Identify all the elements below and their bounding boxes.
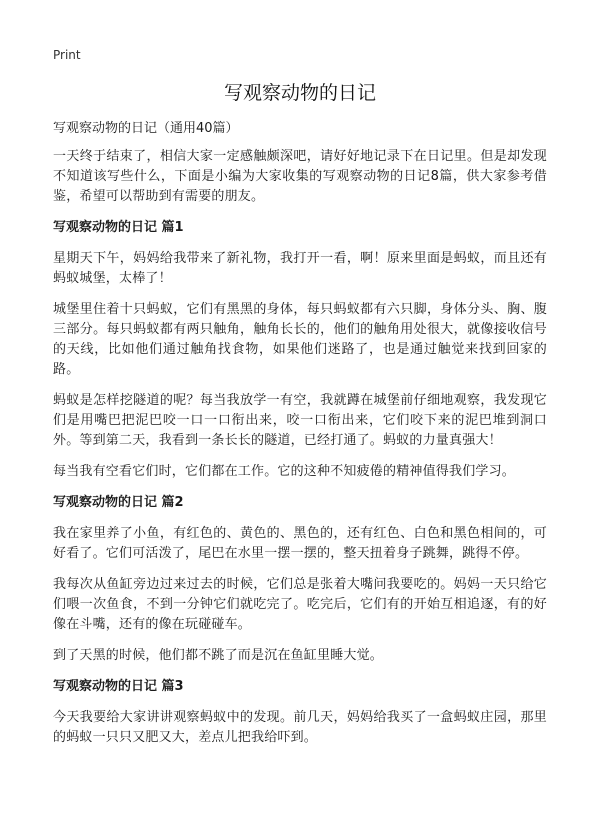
paragraph: 我在家里养了小鱼，有红色的、黄色的、黑色的，还有红色、白色和黑色相间的，可好看了。它们可活泼了，尾巴在水里一摆一摆的，整天扭着身子跳舞，跳得不停。 (53, 526, 547, 561)
paragraph: 我每次从鱼缸旁边过来过去的时候，它们总是张着大嘴问我要吃的。妈妈一天只给它们喂一次鱼食，不到一分钟它们就吃完了。吃完后，它们有的开始互相追逐，有的好像在斗嘴，还有的像在玩碰碰车。 (53, 577, 547, 632)
page-title: 写观察动物的日记 (223, 82, 376, 104)
paragraph: 每当我有空看它们时，它们都在工作。它的这种不知疲倦的精神值得我们学习。 (53, 464, 516, 479)
paragraph: 到了天黑的时候，他们都不跳了而是沉在鱼缸里睡大觉。 (53, 648, 384, 663)
paragraph: 今天我要给大家讲讲观察蚂蚁中的发现。前几天，妈妈给我买了一盒蚂蚁庄园，那里的蚂蚁一只只又肥又大，差点儿把我给吓到。 (53, 710, 547, 745)
print-link[interactable]: Print (53, 48, 81, 62)
section-heading-3: 写观察动物的日记 篇3 (53, 679, 184, 694)
section-heading-2: 写观察动物的日记 篇2 (53, 495, 184, 510)
section-heading-1: 写观察动物的日记 篇1 (53, 220, 184, 235)
paragraph: 星期天下午，妈妈给我带来了新礼物，我打开一看，啊！原来里面是蚂蚁，而且还有蚂蚁城堡，太棒了！ (53, 251, 547, 286)
intro-paragraph: 一天终于结束了，相信大家一定感触颇深吧，请好好地记录下在日记里。但是却发现不知道该写些什么，下面是小编为大家收集的写观察动物的日记8篇，供大家参考借鉴，希望可以帮助到有需要的朋友。 (53, 149, 547, 204)
document-subtitle: 写观察动物的日记（通用40篇） (53, 121, 239, 136)
article-body (53, 147, 547, 759)
paragraph: 城堡里住着十只蚂蚁，它们有黑黑的身体，每只蚂蚁都有六只脚，身体分头、胸、腹三部分。每只蚂蚁都有两只触角，触角长长的，他们的触角用处很大，就像接收信号的天线，比如他们通过触角找食物，如果他们迷路了，也是通过触觉来找到回家的路。 (53, 302, 547, 377)
paragraph: 蚂蚁是怎样挖隧道的呢？每当我放学一有空，我就蹲在城堡前仔细地观察，我发现它们是用嘴巴把泥巴咬一口一口衔出来，咬一口衔出来，它们咬下来的泥巴堆到洞口外。等到第二天，我看到一条长长的隧道，已经打通了。蚂蚁的力量真强大！ (53, 393, 547, 448)
